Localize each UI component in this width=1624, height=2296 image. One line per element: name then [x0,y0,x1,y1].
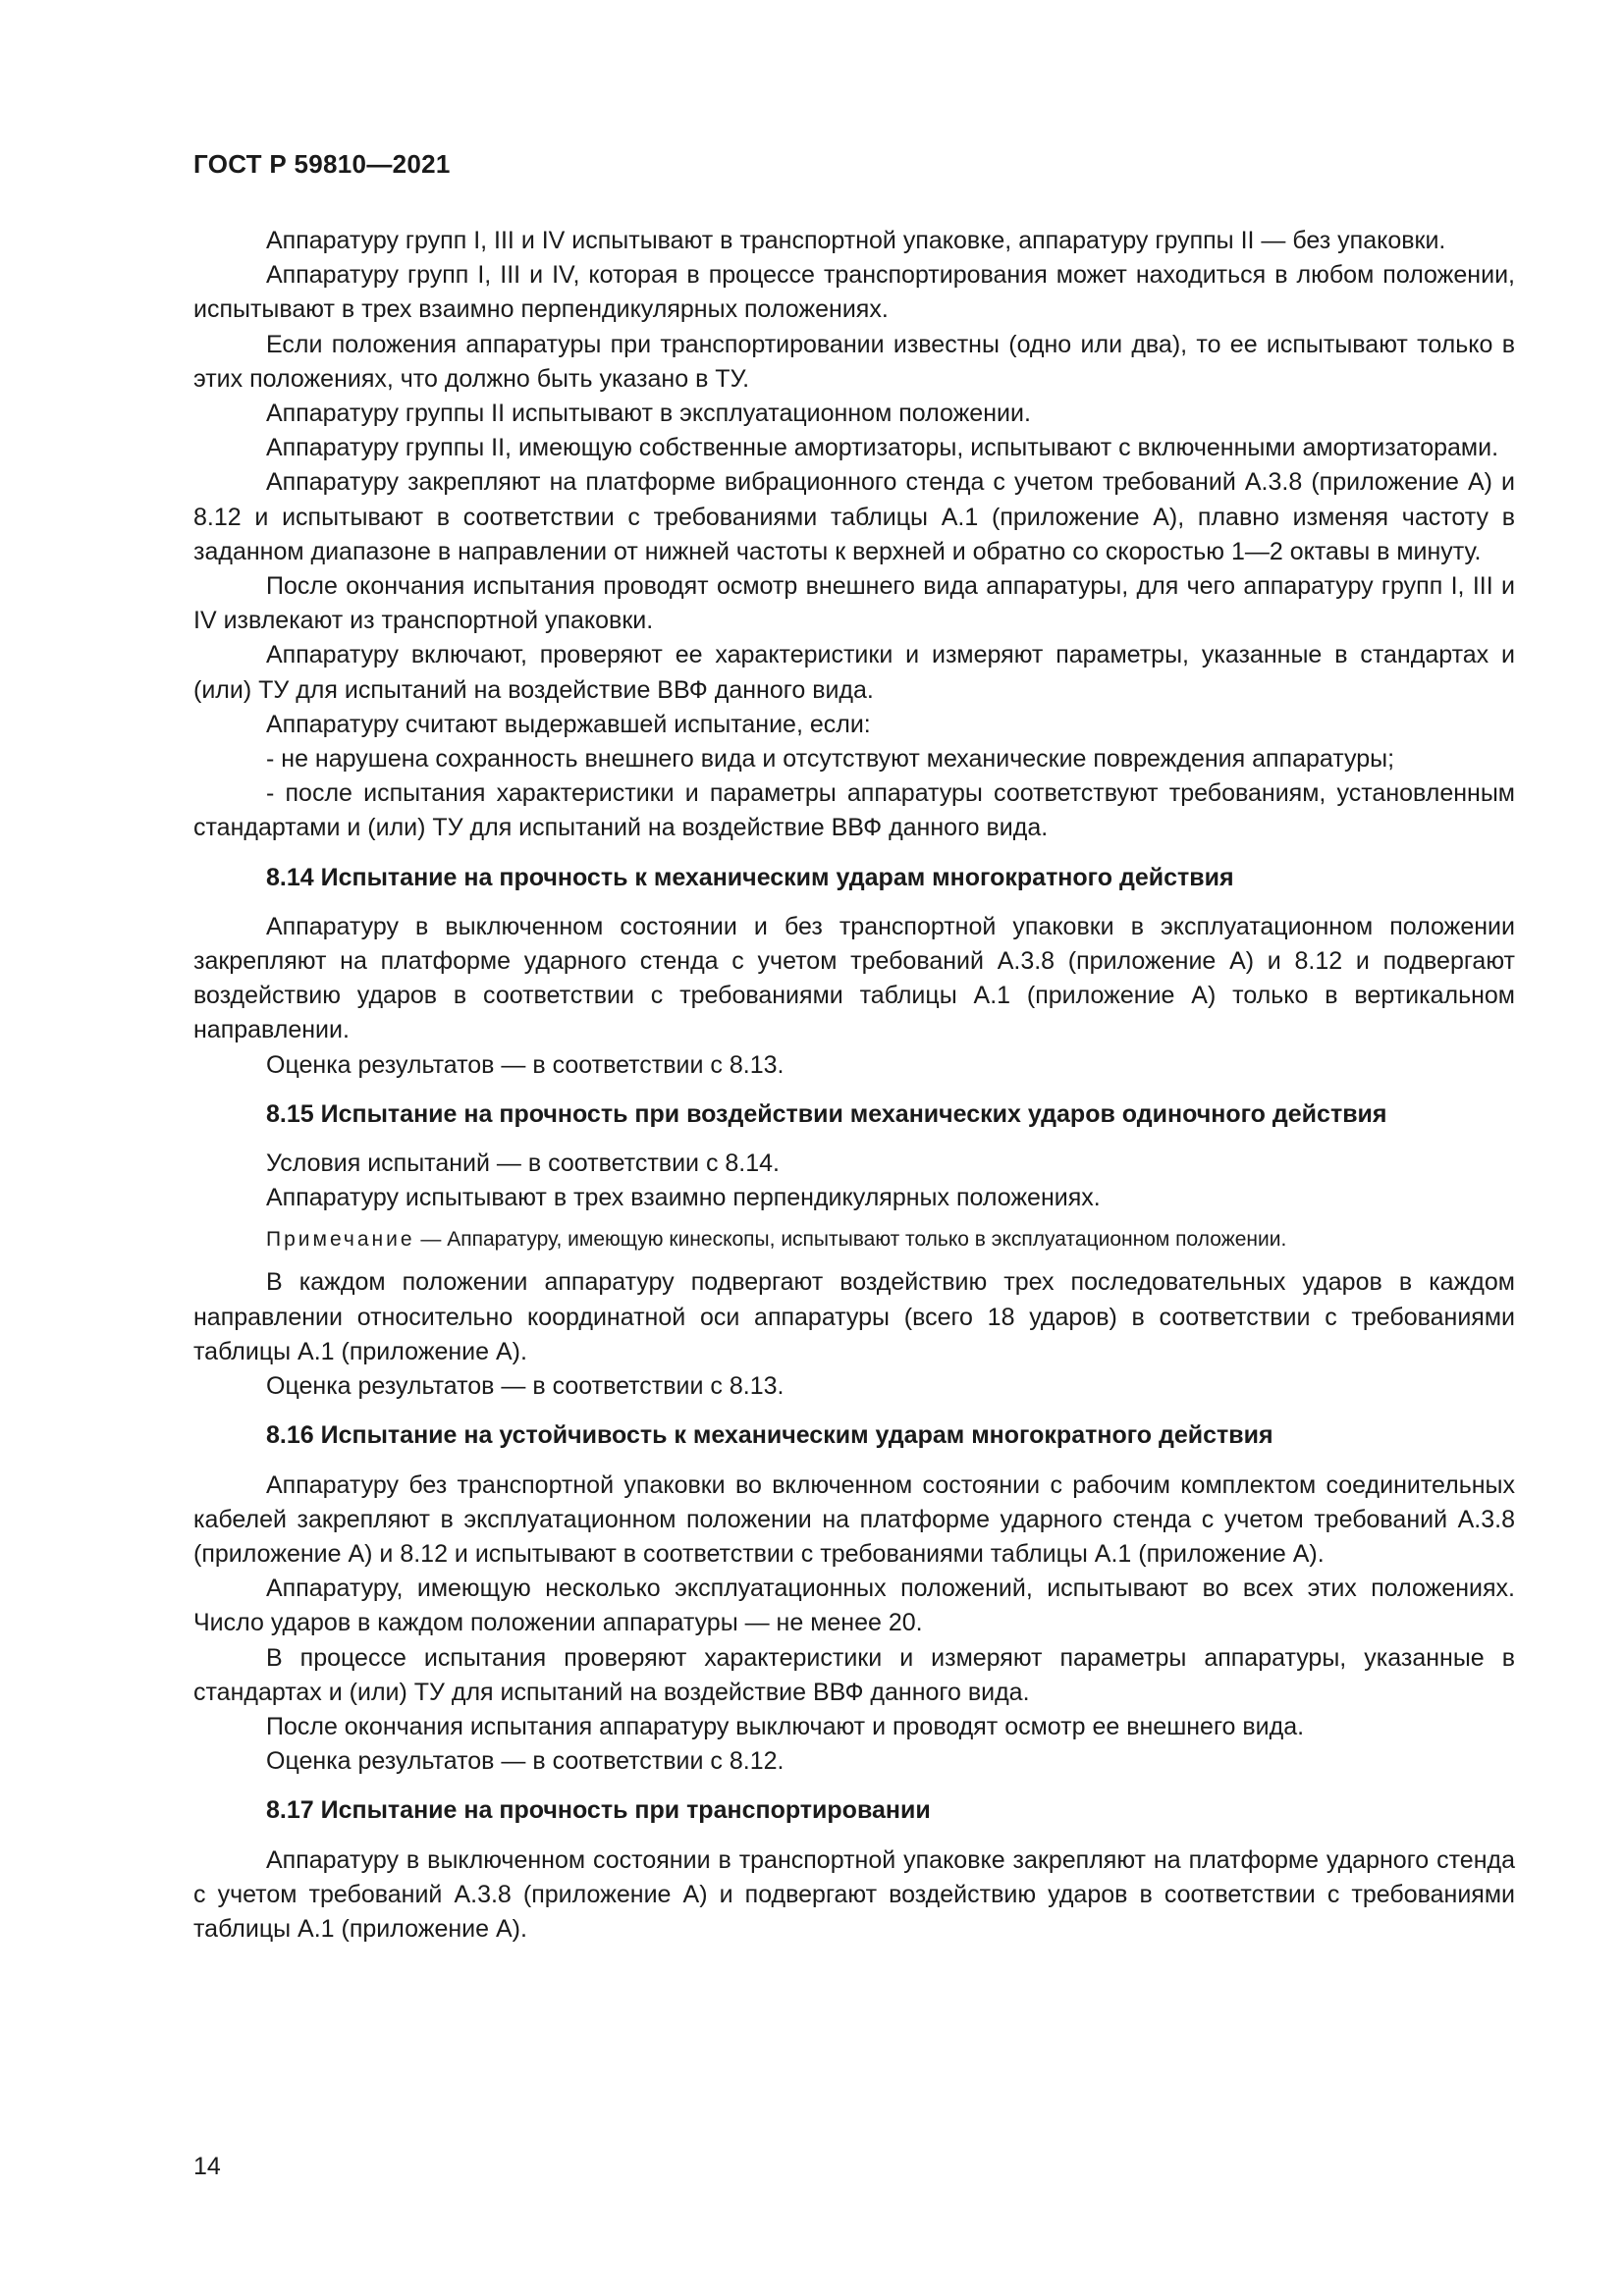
paragraph: Аппаратуру группы II испытывают в эксплуатационном положении. [266,400,1031,428]
paragraph: Аппаратуру, имеющую несколько эксплуатационных положений, испытывают во всех этих положениях. Число ударов в каждом положении аппаратуры — не менее 20. [193,1575,1515,1637]
paragraph: Аппаратуру в выключенном состоянии и без транспортной упаковки в эксплуатационном положении закрепляют на платформе ударного стенда с учетом требований А.3.8 (приложение А) и 8.12 и подвергают воздействию ударов в соответствии с требованиями таблицы А.1 (приложение А) только в вертикальном направлении. [193,912,1515,1044]
paragraph: Аппаратуру группы II, имеющую собственные амортизаторы, испытывают с включенными амортизаторами. [266,434,1499,462]
page-number: 14 [193,2153,221,2180]
list-item: - не нарушена сохранность внешнего вида и отсутствуют механические повреждения аппаратуры; [266,745,1395,774]
paragraph: Аппаратуру считают выдержавшей испытание, если: [266,710,871,738]
paragraph: Аппаратуру испытывают в трех взаимно перпендикулярных положениях. [266,1184,1101,1212]
paragraph: Оценка результатов — в соответствии с 8.13. [266,1372,785,1401]
paragraph: Условия испытаний — в соответствии с 8.14. [266,1149,780,1178]
paragraph: Аппаратуру закрепляют на платформе вибрационного стенда с учетом требований А.3.8 (приложение А) и 8.12 и испытывают в соответствии с требованиями таблицы А.1 (приложение А), плавно изменяя частоту в заданном диапазоне в направлении от нижней частоты к верхней и обратно со скоростью 1—2 октавы в минуту. [193,468,1515,565]
section-heading-8-16: 8.16 Испытание на устойчивость к механическим ударам многократного действия [266,1421,1273,1450]
note-label: Примечание [266,1228,415,1252]
paragraph: Если положения аппаратуры при транспортировании известны (одно или два), то ее испытывают только в этих положениях, что должно быть указано в ТУ. [193,330,1515,393]
paragraph: Оценка результатов — в соответствии с 8.12. [266,1747,785,1776]
paragraph: После окончания испытания аппаратуру выключают и проводят осмотр ее внешнего вида. [266,1712,1305,1740]
paragraph: В процессе испытания проверяют характеристики и измеряют параметры аппаратуры, указанные в стандартах и (или) ТУ для испытаний на воздействие ВВФ данного вида. [193,1643,1515,1706]
note [193,1225,1515,1255]
paragraph: Аппаратуру в выключенном состоянии в транспортной упаковке закрепляют на платформе ударного стенда с учетом требований А.3.8 (приложение А) и подвергают воздействию ударов в соответствии с требованиями таблицы А.1 (приложение А). [193,1845,1515,1943]
paragraph: После окончания испытания проводят осмотр внешнего вида аппаратуры, для чего аппаратуру групп I, III и IV извлекают из транспортной упаковки. [193,572,1515,635]
paragraph: Аппаратуру групп I, III и IV испытывают в транспортной упаковке, аппаратуру группы II — без упаковки. [266,227,1446,254]
paragraph: Аппаратуру без транспортной упаковки во включенном состоянии с рабочим комплектом соединительных кабелей закрепляют в эксплуатационном положении на платформе ударного стенда с учетом требований А.3.8 (приложение А) и 8.12 и испытывают в соответствии с требованиями таблицы А.1 (приложение А). [193,1470,1515,1568]
section-heading-8-17: 8.17 Испытание на прочность при транспортировании [266,1796,931,1825]
paragraph: Аппаратуру групп I, III и IV, которая в процессе транспортирования может находиться в любом положении, испытывают в трех взаимно перпендикулярных положениях. [193,261,1515,324]
paragraph: Аппаратуру включают, проверяют ее характеристики и измеряют параметры, указанные в стандартах и (или) ТУ для испытаний на воздействие ВВФ данного вида. [193,641,1515,704]
section-heading-8-15: 8.15 Испытание на прочность при воздействии механических ударов одиночного действия [266,1099,1387,1128]
section-heading-8-14: 8.14 Испытание на прочность к механическим ударам многократного действия [266,863,1234,891]
paragraph: Оценка результатов — в соответствии с 8.13. [266,1050,785,1079]
document-header: ГОСТ Р 59810—2021 [193,149,451,179]
list-item: - после испытания характеристики и параметры аппаратуры соответствуют требованиям, установленным стандартами и (или) ТУ для испытаний на воздействие ВВФ данного вида. [193,779,1515,842]
document-body [193,224,1515,1947]
paragraph: В каждом положении аппаратуру подвергают воздействию трех последовательных ударов в каждом направлении относительно координатной оси аппаратуры (всего 18 ударов) в соответствии с требованиями таблицы А.1 (приложение А). [193,1268,1515,1365]
note-text: — Аппаратуру, имеющую кинескопы, испытывают только в эксплуатационном положении. [414,1228,1287,1252]
